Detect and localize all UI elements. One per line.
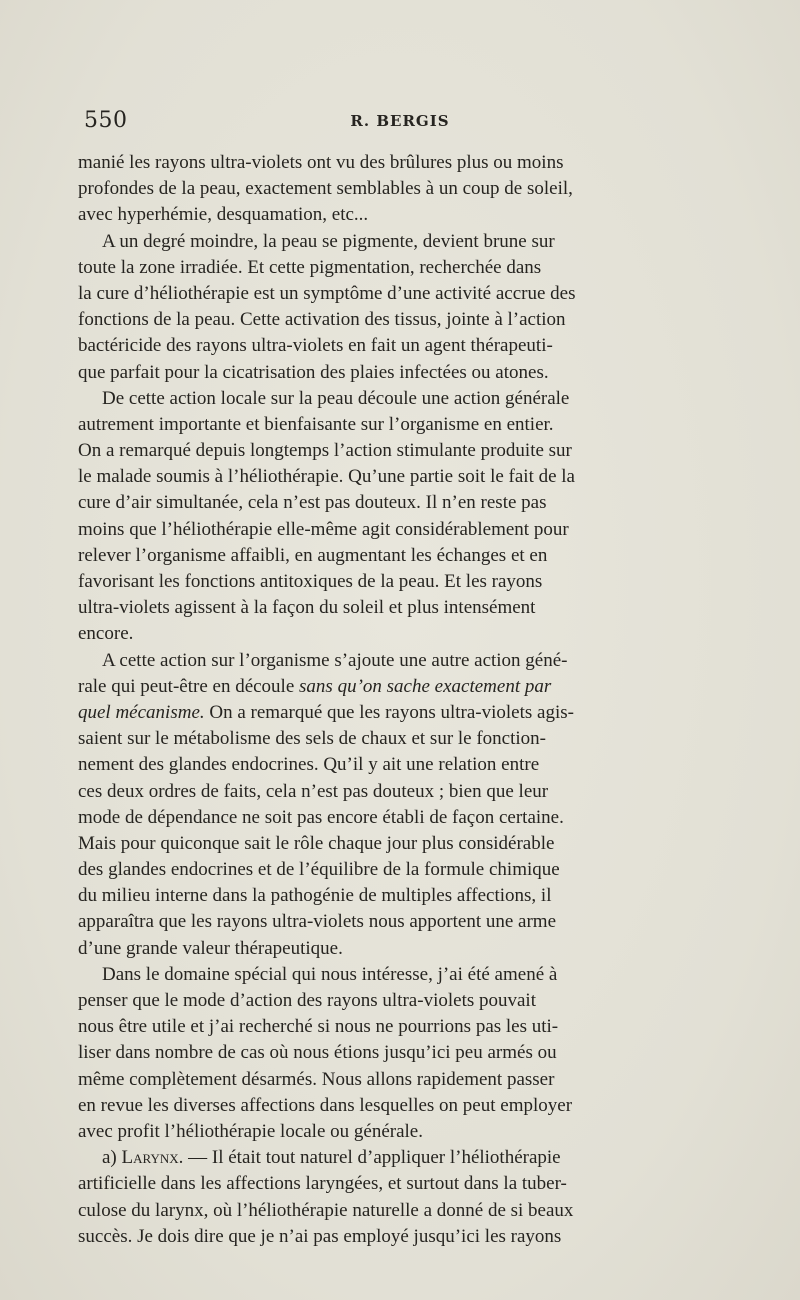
text-line	[78, 779, 730, 805]
text-line	[78, 805, 730, 831]
body-text	[78, 150, 730, 1250]
text-line	[78, 150, 730, 176]
text-line	[78, 490, 730, 516]
page-header	[84, 108, 716, 136]
text-line	[78, 831, 730, 857]
page-number: 550	[84, 108, 128, 133]
text-line	[78, 1040, 730, 1066]
line-text: ces deux ordres de faits, cela n’est pas douteux ; bien que leur	[78, 780, 549, 802]
line-text: ultra-violets agissent à la façon du soleil et plus intensément	[78, 597, 536, 619]
text-line	[78, 726, 730, 752]
line-text: en revue les diverses affections dans lesquelles on peut employer	[78, 1094, 573, 1116]
line-text: A un degré moindre, la peau se pigmente, devient brune sur	[102, 230, 555, 252]
text-line	[78, 1171, 730, 1197]
text-line	[78, 988, 730, 1014]
line-text: a)	[102, 1147, 122, 1169]
line-text: De cette action locale sur la peau découle une action générale	[102, 387, 570, 409]
text-line	[78, 438, 730, 464]
running-title: R. BERGIS	[350, 112, 450, 130]
text-line	[78, 360, 730, 386]
text-line	[78, 1198, 730, 1224]
line-text: liser dans nombre de cas où nous étions jusqu’ici peu armés ou	[78, 1042, 557, 1064]
section-heading: Larynx.	[121, 1147, 184, 1169]
line-text: Mais pour quiconque sait le rôle chaque jour plus considérable	[78, 832, 555, 854]
text-line	[78, 569, 730, 595]
text-line	[78, 1224, 730, 1250]
line-text: autrement importante et bienfaisante sur l’organisme en entier.	[78, 413, 554, 435]
line-text: moins que l’héliothérapie elle-même agit considérablement pour	[78, 518, 569, 540]
text-line	[78, 621, 730, 647]
line-text: cure d’air simultanée, cela n’est pas douteux. Il n’en reste pas	[78, 492, 547, 514]
line-text: rale qui peut-être en découle	[78, 675, 300, 697]
text-line	[78, 307, 730, 333]
line-text: d’une grande valeur thérapeutique.	[78, 937, 343, 959]
line-text: fonctions de la peau. Cette activation des tissus, jointe à l’action	[78, 309, 566, 331]
text-line	[78, 1014, 730, 1040]
line-text: nous être utile et j’ai recherché si nous ne pourrions pas les uti-	[78, 1016, 559, 1038]
italic-text: sans qu’on sache exactement par	[299, 675, 552, 697]
line-text: Dans le domaine spécial qui nous intéresse, j’ai été amené à	[102, 963, 558, 985]
text-line	[78, 412, 730, 438]
line-text: même complètement désarmés. Nous allons rapidement passer	[78, 1068, 555, 1090]
text-line	[78, 202, 730, 228]
text-line	[78, 962, 730, 988]
line-text: On a remarqué depuis longtemps l’action stimulante produite sur	[78, 440, 572, 462]
text-line	[78, 648, 730, 674]
line-text: culose du larynx, où l’héliothérapie naturelle a donné de si beaux	[78, 1199, 574, 1221]
text-line	[78, 281, 730, 307]
text-line	[78, 333, 730, 359]
line-text: toute la zone irradiée. Et cette pigmentation, recherchée dans	[78, 256, 542, 278]
line-text: relever l’organisme affaibli, en augmentant les échanges et en	[78, 544, 548, 566]
line-text: A cette action sur l’organisme s’ajoute une autre action géné-	[102, 649, 568, 671]
line-text-continued: — Il était tout naturel d’appliquer l’héliothérapie	[183, 1147, 561, 1169]
text-line	[78, 176, 730, 202]
line-text: mode de dépendance ne soit pas encore établi de façon certaine.	[78, 806, 564, 828]
line-text: saient sur le métabolisme des sels de chaux et sur le fonction-	[78, 728, 547, 750]
text-line	[78, 936, 730, 962]
line-text: favorisant les fonctions antitoxiques de la peau. Et les rayons	[78, 571, 543, 592]
line-text: manié les rayons ultra-violets ont vu des brûlures plus ou moins	[78, 152, 564, 173]
text-line	[78, 752, 730, 778]
line-text: avec profit l’héliothérapie locale ou générale.	[78, 1120, 423, 1142]
text-line	[78, 1119, 730, 1145]
text-line	[78, 595, 730, 621]
line-text: apparaîtra que les rayons ultra-violets nous apportent une arme	[78, 911, 556, 933]
line-text: succès. Je dois dire que je n’ai pas employé jusqu’ici les rayons	[78, 1225, 562, 1247]
line-text: encore.	[78, 623, 134, 645]
text-line	[78, 255, 730, 281]
text-line	[78, 1067, 730, 1093]
line-text: nement des glandes endocrines. Qu’il y ait une relation entre	[78, 754, 540, 776]
line-text: penser que le mode d’action des rayons ultra-violets pouvait	[78, 990, 536, 1011]
line-text: avec hyperhémie, desquamation, etc...	[78, 204, 369, 226]
line-text: que parfait pour la cicatrisation des plaies infectées ou atones.	[78, 361, 549, 383]
line-text: du milieu interne dans la pathogénie de multiples affections, il	[78, 885, 552, 907]
text-line	[78, 883, 730, 909]
text-line	[78, 543, 730, 569]
text-line	[78, 229, 730, 255]
text-line	[78, 909, 730, 935]
italic-text: quel mécanisme.	[78, 701, 205, 723]
text-line	[78, 386, 730, 412]
text-line	[78, 857, 730, 883]
text-line	[78, 700, 730, 726]
text-line	[78, 674, 730, 700]
line-text: le malade soumis à l’héliothérapie. Qu’une partie soit le fait de la	[78, 466, 575, 488]
text-line	[78, 464, 730, 490]
line-text: la cure d’héliothérapie est un symptôme d’une activité accrue des	[78, 282, 576, 304]
line-text: profondes de la peau, exactement semblables à un coup de soleil,	[78, 178, 573, 200]
text-line	[78, 1145, 730, 1171]
text-line	[78, 517, 730, 543]
line-text: des glandes endocrines et de l’équilibre de la formule chimique	[78, 859, 560, 881]
line-text-continued: On a remarqué que les rayons ultra-violets agis-	[204, 701, 574, 723]
line-text: bactéricide des rayons ultra-violets en fait un agent thérapeuti-	[78, 335, 553, 357]
text-line	[78, 1093, 730, 1119]
line-text: artificielle dans les affections laryngées, et surtout dans la tuber-	[78, 1173, 567, 1195]
